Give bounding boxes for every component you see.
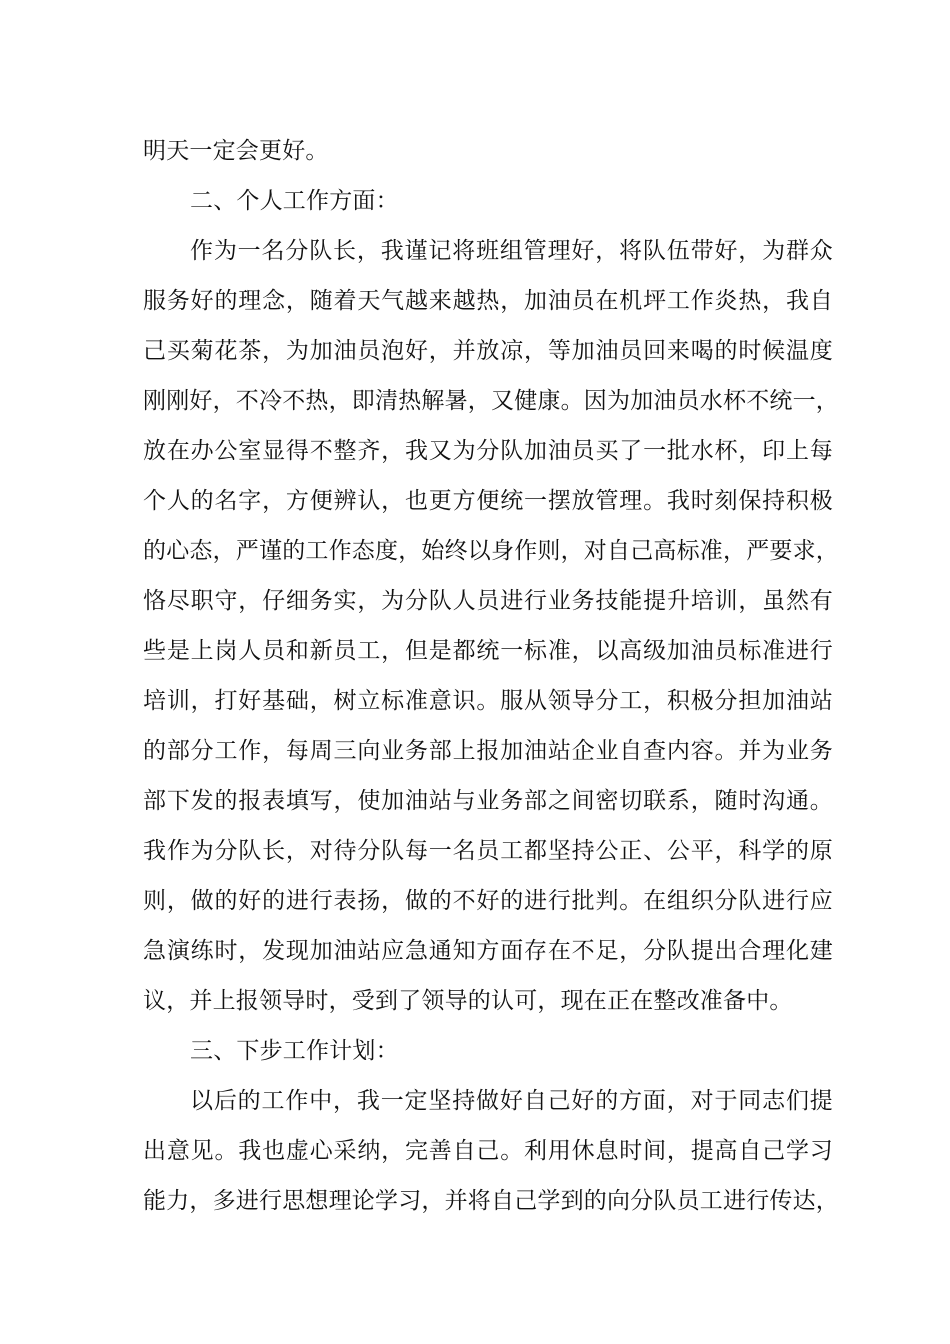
paragraph-line: 培训，打好基础，树立标准意识。服从领导分工，积极分担加油站 <box>143 688 833 714</box>
section-heading: 二、个人工作方面： <box>190 188 399 214</box>
paragraph-line: 个人的名字，方便辨认，也更方便统一摆放管理。我时刻保持积极 <box>143 488 833 514</box>
paragraph-line: 作为一名分队长，我谨记将班组管理好，将队伍带好，为群众 <box>190 238 833 264</box>
paragraph-line: 的心态，严谨的工作态度，始终以身作则，对自己高标准，严要求， <box>143 538 839 564</box>
paragraph-line: 的部分工作，每周三向业务部上报加油站企业自查内容。并为业务 <box>143 738 833 764</box>
section-heading: 三、下步工作计划： <box>190 1038 399 1064</box>
paragraph-line: 我作为分队长，对待分队每一名员工都坚持公正、公平，科学的原 <box>143 838 833 864</box>
paragraph-line: 些是上岗人员和新员工，但是都统一标准，以高级加油员标准进行 <box>143 638 833 664</box>
paragraph-line: 恪尽职守，仔细务实，为分队人员进行业务技能提升培训，虽然有 <box>143 588 833 614</box>
paragraph-line: 议，并上报领导时，受到了领导的认可，现在正在整改准备中。 <box>143 988 793 1014</box>
paragraph-line: 则，做的好的进行表扬，做的不好的进行批判。在组织分队进行应 <box>143 888 833 914</box>
paragraph-line: 明天一定会更好。 <box>143 138 329 164</box>
paragraph-line: 放在办公室显得不整齐，我又为分队加油员买了一批水杯，印上每 <box>143 438 833 464</box>
paragraph-line: 出意见。我也虚心采纳，完善自己。利用休息时间，提高自己学习 <box>143 1138 833 1164</box>
paragraph-line: 服务好的理念，随着天气越来越热，加油员在机坪工作炎热，我自 <box>143 288 833 314</box>
paragraph-line: 急演练时，发现加油站应急通知方面存在不足，分队提出合理化建 <box>143 938 833 964</box>
paragraph-line: 部下发的报表填写，使加油站与业务部之间密切联系，随时沟通。 <box>143 788 833 814</box>
paragraph-line: 刚刚好，不冷不热，即清热解暑，又健康。因为加油员水杯不统一， <box>143 388 839 414</box>
paragraph-line: 以后的工作中，我一定坚持做好自己好的方面，对于同志们提 <box>190 1088 833 1114</box>
paragraph-line: 能力，多进行思想理论学习，并将自己学到的向分队员工进行传达， <box>143 1188 839 1214</box>
paragraph-line: 己买菊花茶，为加油员泡好，并放凉，等加油员回来喝的时候温度 <box>143 338 833 364</box>
